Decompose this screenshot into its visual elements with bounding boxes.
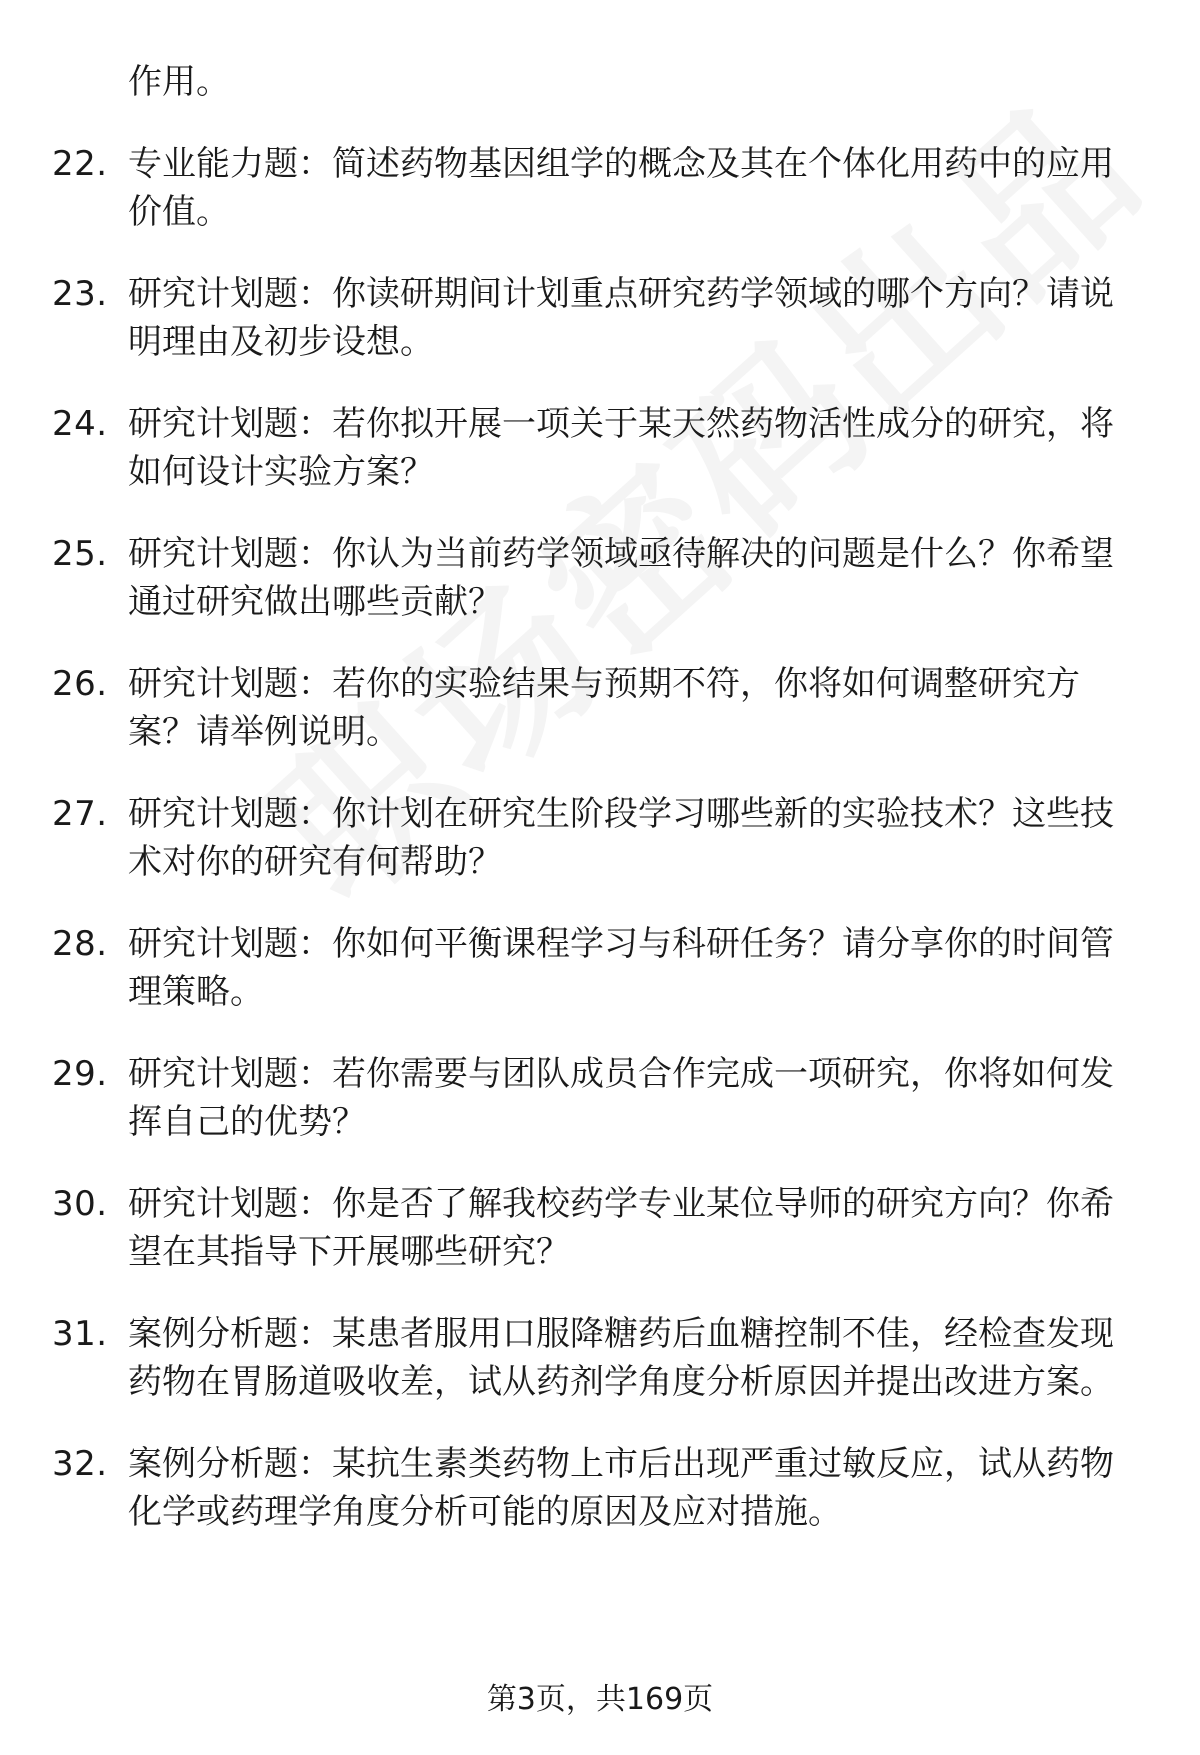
- question-number: 23.: [52, 274, 108, 314]
- question-item: [0, 660, 1200, 756]
- question-text: 研究计划题：你计划在研究生阶段学习哪些新的实验技术？这些技术对你的研究有何帮助？: [128, 794, 1114, 882]
- question-item: [0, 1050, 1200, 1146]
- question-number: 25.: [52, 534, 108, 574]
- question-number: 26.: [52, 664, 108, 704]
- question-text: 案例分析题：某抗生素类药物上市后出现严重过敏反应，试从药物化学或药理学角度分析可能的原因及应对措施。: [128, 1444, 1114, 1532]
- question-text: 研究计划题：若你拟开展一项关于某天然药物活性成分的研究，将如何设计实验方案？: [128, 404, 1114, 492]
- question-number: 29.: [52, 1054, 108, 1094]
- question-number: 22.: [52, 144, 108, 184]
- question-text: 研究计划题：你认为当前药学领域亟待解决的问题是什么？你希望通过研究做出哪些贡献？: [128, 534, 1114, 622]
- question-number: 30.: [52, 1184, 108, 1224]
- question-list: [0, 140, 1200, 1570]
- question-text: 研究计划题：若你需要与团队成员合作完成一项研究，你将如何发挥自己的优势？: [128, 1054, 1114, 1142]
- question-item: [0, 530, 1200, 626]
- question-item: [0, 1310, 1200, 1406]
- question-item: [0, 790, 1200, 886]
- question-item: [0, 920, 1200, 1016]
- question-text: 研究计划题：你如何平衡课程学习与科研任务？请分享你的时间管理策略。: [128, 924, 1114, 1012]
- question-number: 27.: [52, 794, 108, 834]
- question-item: [0, 270, 1200, 366]
- continuation-text: 作用。: [128, 62, 230, 102]
- question-text: 专业能力题：简述药物基因组学的概念及其在个体化用药中的应用价值。: [128, 144, 1114, 232]
- question-number: 31.: [52, 1314, 108, 1354]
- question-item: [0, 1180, 1200, 1276]
- question-text: 研究计划题：若你的实验结果与预期不符，你将如何调整研究方案？请举例说明。: [128, 664, 1080, 752]
- question-number: 28.: [52, 924, 108, 964]
- question-text: 研究计划题：你是否了解我校药学专业某位导师的研究方向？你希望在其指导下开展哪些研究？: [128, 1184, 1114, 1272]
- page-footer: [0, 1680, 1200, 1720]
- question-number: 32.: [52, 1444, 108, 1484]
- question-item: [0, 140, 1200, 236]
- question-item: [0, 400, 1200, 496]
- question-item: [0, 1440, 1200, 1536]
- page-number-label: 第3页，共169页: [486, 1682, 714, 1717]
- question-text: 案例分析题：某患者服用口服降糖药后血糖控制不佳，经检查发现药物在胃肠道吸收差，试从药剂学角度分析原因并提出改进方案。: [128, 1314, 1114, 1402]
- question-number: 24.: [52, 404, 108, 444]
- question-text: 研究计划题：你读研期间计划重点研究药学领域的哪个方向？请说明理由及初步设想。: [128, 274, 1114, 362]
